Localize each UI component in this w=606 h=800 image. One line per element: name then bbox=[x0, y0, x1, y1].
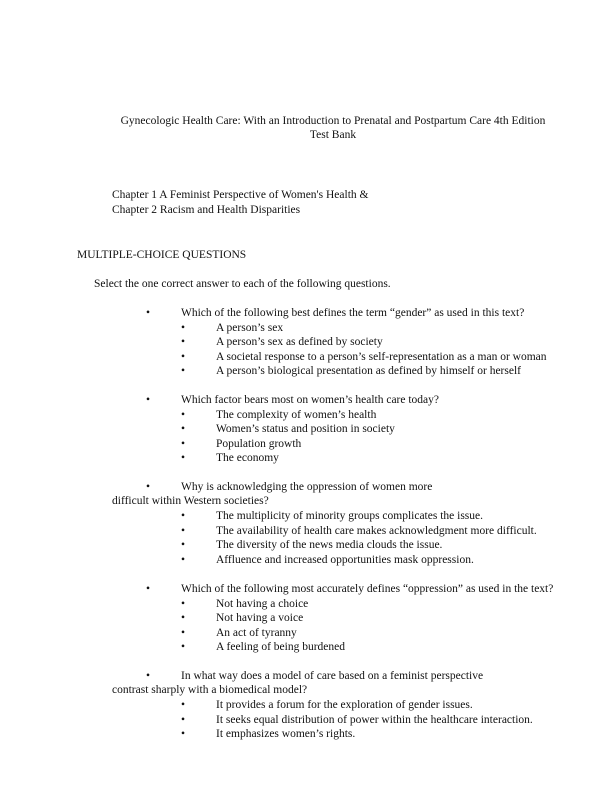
section-heading: MULTIPLE-CHOICE QUESTIONS bbox=[77, 249, 247, 261]
option: A person’s sex bbox=[216, 322, 284, 334]
chapter-line-2: Chapter 2 Racism and Health Disparities bbox=[112, 204, 301, 216]
question-bullet: • bbox=[146, 583, 151, 595]
option-bullet: • bbox=[181, 612, 186, 624]
option-bullet: • bbox=[181, 699, 186, 711]
option-bullet: • bbox=[181, 365, 186, 377]
option: The diversity of the news media clouds the issue. bbox=[216, 539, 443, 551]
option: The economy bbox=[216, 452, 279, 464]
question-stem: In what way does a model of care based on a feminist perspective bbox=[181, 670, 484, 682]
option-bullet: • bbox=[181, 510, 186, 522]
option: It provides a forum for the exploration of gender issues. bbox=[216, 699, 473, 711]
option-bullet: • bbox=[181, 641, 186, 653]
option: Population growth bbox=[216, 438, 302, 450]
option-bullet: • bbox=[181, 598, 186, 610]
option-bullet: • bbox=[181, 336, 186, 348]
option-bullet: • bbox=[181, 438, 186, 450]
question-stem-continued: contrast sharply with a biomedical model? bbox=[112, 684, 308, 696]
question-stem-continued: difficult within Western societies? bbox=[112, 495, 269, 507]
option-bullet: • bbox=[181, 322, 186, 334]
option-bullet: • bbox=[181, 728, 186, 740]
option: The availability of health care makes acknowledgment more difficult. bbox=[216, 525, 537, 537]
option: The complexity of women’s health bbox=[216, 409, 377, 421]
option-bullet: • bbox=[181, 452, 186, 464]
question-bullet: • bbox=[146, 481, 151, 493]
question-stem: Which of the following most accurately defines “oppression” as used in the text? bbox=[181, 583, 554, 595]
option-bullet: • bbox=[181, 627, 186, 639]
option: The multiplicity of minority groups complicates the issue. bbox=[216, 510, 484, 522]
option: An act of tyranny bbox=[216, 627, 297, 639]
option-bullet: • bbox=[181, 409, 186, 421]
option: A person’s sex as defined by society bbox=[216, 336, 383, 348]
question-stem: Which factor bears most on women’s health care today? bbox=[181, 394, 440, 406]
option: Not having a choice bbox=[216, 598, 309, 610]
doc-title: Gynecologic Health Care: With an Introduction to Prenatal and Postpartum Care 4th Edition bbox=[120, 115, 546, 127]
option: Women’s status and position in society bbox=[216, 423, 395, 435]
option: It seeks equal distribution of power within the healthcare interaction. bbox=[216, 714, 533, 726]
option: A feeling of being burdened bbox=[216, 641, 346, 653]
instructions: Select the one correct answer to each of the following questions. bbox=[94, 278, 391, 290]
option: A person’s biological presentation as defined by himself or herself bbox=[216, 365, 521, 377]
option: Not having a voice bbox=[216, 612, 304, 624]
option-bullet: • bbox=[181, 554, 186, 566]
question-stem: Why is acknowledging the oppression of women more bbox=[181, 481, 433, 493]
chapter-line-1: Chapter 1 A Feminist Perspective of Women's Health & bbox=[112, 189, 369, 201]
option-bullet: • bbox=[181, 423, 186, 435]
option: It emphasizes women’s rights. bbox=[216, 728, 356, 740]
question-bullet: • bbox=[146, 670, 151, 682]
option-bullet: • bbox=[181, 351, 186, 363]
option-bullet: • bbox=[181, 525, 186, 537]
option: A societal response to a person’s self-representation as a man or woman bbox=[216, 351, 547, 363]
question-bullet: • bbox=[146, 307, 151, 319]
question-bullet: • bbox=[146, 394, 151, 406]
doc-subtitle: Test Bank bbox=[309, 129, 357, 141]
option-bullet: • bbox=[181, 714, 186, 726]
option: Affluence and increased opportunities mask oppression. bbox=[216, 554, 474, 566]
option-bullet: • bbox=[181, 539, 186, 551]
question-stem: Which of the following best defines the term “gender” as used in this text? bbox=[181, 307, 525, 319]
